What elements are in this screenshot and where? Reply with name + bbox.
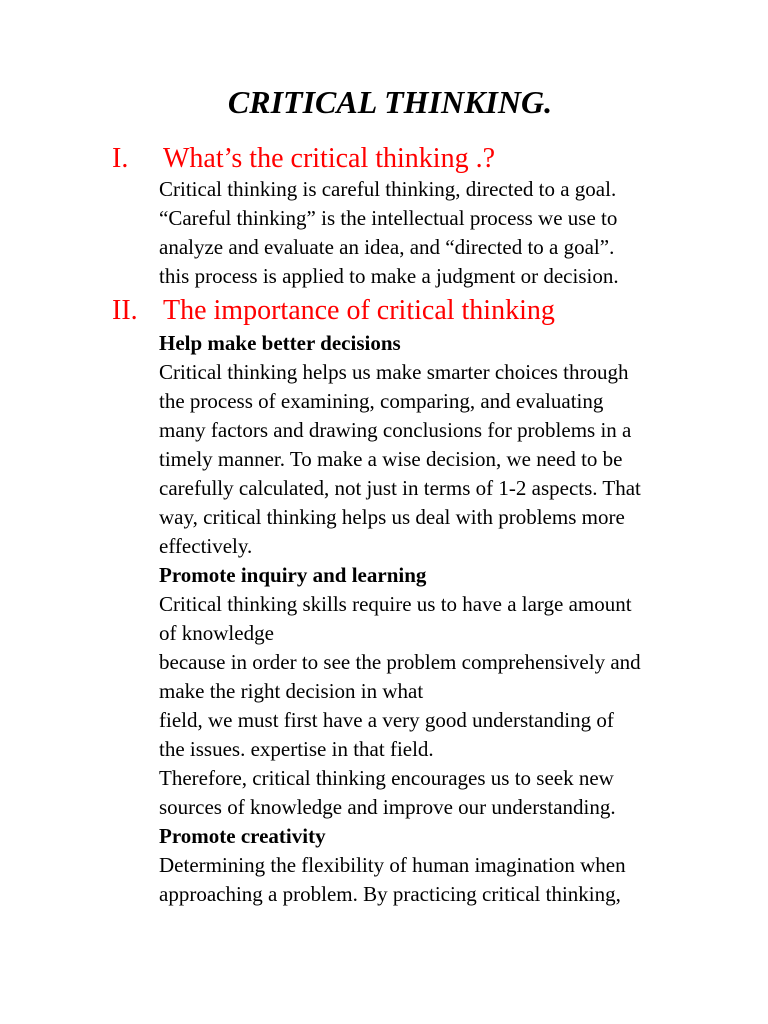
section-1-body xyxy=(159,175,719,291)
paragraph-line: way, critical thinking helps us deal with problems more xyxy=(159,505,625,529)
section-1-title: What’s the critical thinking .? xyxy=(163,143,496,174)
section-2-body xyxy=(159,329,719,909)
paragraph-line: carefully calculated, not just in terms of 1-2 aspects. That xyxy=(159,476,641,500)
paragraph-line: Critical thinking is careful thinking, directed to a goal. xyxy=(159,177,617,201)
paragraph-line: sources of knowledge and improve our understanding. xyxy=(159,795,616,819)
paragraph-line: approaching a problem. By practicing critical thinking, xyxy=(159,882,621,906)
subheading-creativity: Promote creativity xyxy=(159,824,326,848)
paragraph-line: Therefore, critical thinking encourages us to seek new xyxy=(159,766,614,790)
paragraph-line: Critical thinking skills require us to have a large amount xyxy=(159,592,632,616)
section-2-number: II. xyxy=(112,295,138,326)
paragraph-line: field, we must first have a very good understanding of xyxy=(159,708,614,732)
paragraph-line: of knowledge xyxy=(159,621,274,645)
paragraph-line: this process is applied to make a judgment or decision. xyxy=(159,264,619,288)
section-2-heading xyxy=(112,294,712,328)
paragraph-line: timely manner. To make a wise decision, we need to be xyxy=(159,447,623,471)
paragraph-line: analyze and evaluate an idea, and “directed to a goal”. xyxy=(159,235,615,259)
paragraph-line: “Careful thinking” is the intellectual process we use to xyxy=(159,206,618,230)
paragraph-line: effectively. xyxy=(159,534,253,558)
document-title: CRITICAL THINKING. xyxy=(227,84,553,120)
section-1-heading xyxy=(112,142,712,176)
paragraph-line: the process of examining, comparing, and evaluating xyxy=(159,389,604,413)
paragraph-line: Determining the flexibility of human imagination when xyxy=(159,853,626,877)
subheading-better-decisions: Help make better decisions xyxy=(159,331,401,355)
paragraph-line: the issues. expertise in that field. xyxy=(159,737,434,761)
section-2-title: The importance of critical thinking xyxy=(163,295,555,326)
subheading-inquiry-learning: Promote inquiry and learning xyxy=(159,563,427,587)
paragraph-line: many factors and drawing conclusions for problems in a xyxy=(159,418,632,442)
paragraph-line: Critical thinking helps us make smarter choices through xyxy=(159,360,629,384)
section-1-number: I. xyxy=(112,143,129,174)
paragraph-line: make the right decision in what xyxy=(159,679,424,703)
paragraph-line: because in order to see the problem comprehensively and xyxy=(159,650,641,674)
